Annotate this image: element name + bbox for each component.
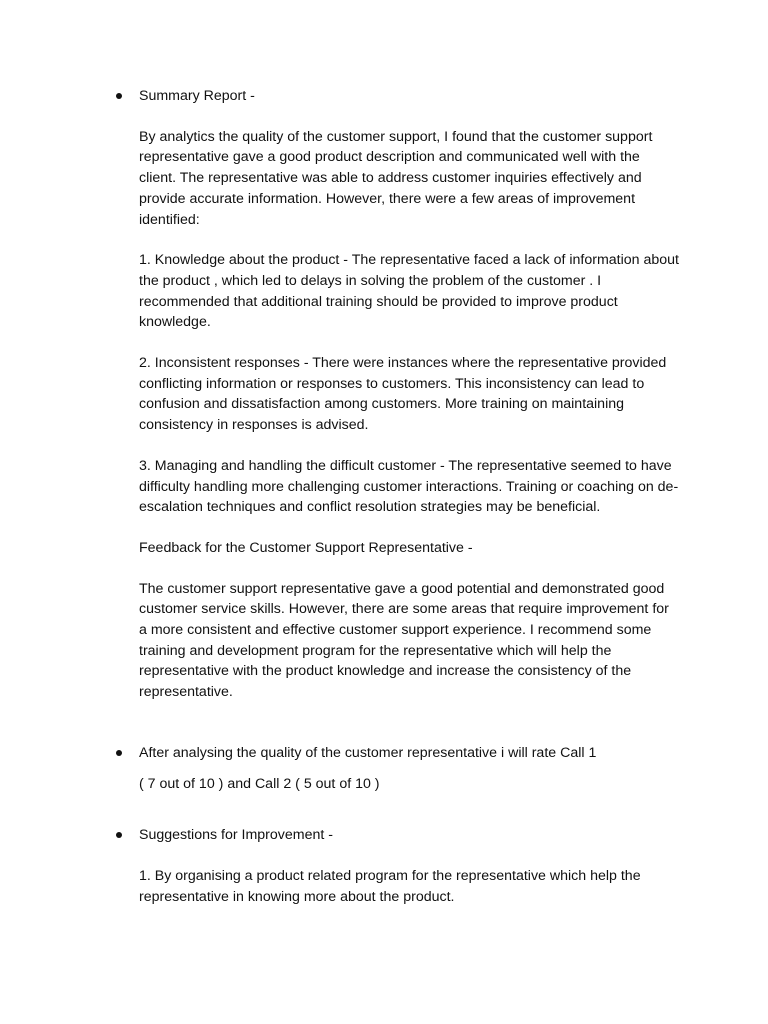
bullet-dot [116, 750, 122, 756]
suggestions-heading: Suggestions for Improvement - [139, 827, 333, 844]
summary-point-2: 2. Inconsistent responses - There were instances where the representative provided conflicting information or responses to customers. This inconsistency can lead to confusion and dissatisfaction among customers. More training on maintaining consistency in responses is advised. [139, 355, 667, 434]
rating-section [139, 743, 679, 794]
rating-line-1: After analysing the quality of the customer representative i will rate Call 1 [139, 744, 597, 761]
document-body [139, 86, 679, 907]
bullet-dot [116, 93, 122, 99]
summary-point-3: 3. Managing and handling the difficult customer - The representative seemed to have difficulty handling more challenging customer interactions. Training or coaching on de-escalation techniques and conflict resolution strategies may be beneficial. [139, 457, 679, 516]
rating-line-2: ( 7 out of 10 ) and Call 2 ( 5 out of 10 ) [139, 775, 380, 792]
summary-intro: By analytics the quality of the customer support, I found that the customer support representative gave a good product description and communicated well with the client. The representative was able to address customer inquiries effectively and provide accurate information. However, there were a few areas of improvement identified: [139, 128, 653, 228]
feedback-heading: Feedback for the Customer Support Representative - [139, 539, 473, 556]
summary-point-1: 1. Knowledge about the product - The representative faced a lack of information about the product , which led to delays in solving the problem of the customer . I recommended that additional training should be provided to improve product knowledge. [139, 252, 679, 331]
suggestions-section [139, 825, 679, 907]
suggestion-point-1: 1. By organising a product related program for the representative which help the representative in knowing more about the product. [139, 867, 641, 905]
summary-section [139, 86, 679, 703]
summary-heading: Summary Report - [139, 88, 255, 104]
feedback-text: The customer support representative gave a good potential and demonstrated good customer service skills. However, there are some areas that require improvement for a more consistent and effective customer support experience. I recommend some training and development program for the representative which will help the representative with the product knowledge and increase the consistency of the representative. [139, 580, 669, 701]
bullet-dot [116, 832, 122, 838]
